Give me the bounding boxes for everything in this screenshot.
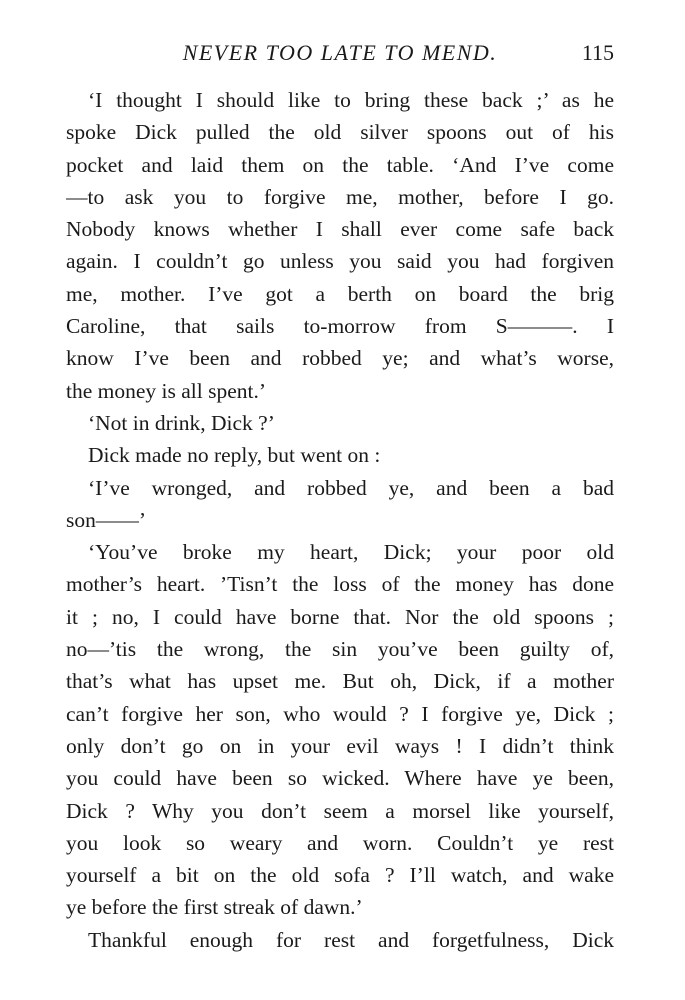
text-line: only don’t go on in your evil ways ! I didn’t think <box>66 733 614 758</box>
text-line: Nobody knows whether I shall ever come safe back <box>66 217 614 242</box>
text-line: that’s what has upset me. But oh, Dick, if a mother <box>66 669 614 694</box>
text-line: pocket and laid them on the table. ‘And I’ve come <box>66 152 614 177</box>
running-title: NEVER TOO LATE TO MEND. <box>182 40 498 65</box>
page-number: 115 <box>581 40 614 65</box>
page-header <box>66 36 614 70</box>
text-line: yourself a bit on the old sofa ? I’ll watch, and wake <box>66 863 614 888</box>
text-line: know I’ve been and robbed ye; and what’s worse, <box>66 346 614 371</box>
text-line: Dick ? Why you don’t seem a morsel like yourself, <box>66 798 614 823</box>
text-line: me, mother. I’ve got a berth on board the brig <box>66 281 614 306</box>
text-line: can’t forgive her son, who would ? I forgive ye, Dick ; <box>66 701 614 726</box>
text-line: ye before the first streak of dawn.’ <box>66 895 363 920</box>
text-line: you look so weary and worn. Couldn’t ye rest <box>66 830 614 855</box>
text-line: Caroline, that sails to-morrow from S———. I <box>66 314 614 339</box>
text-line: ‘You’ve broke my heart, Dick; your poor old <box>88 540 614 565</box>
text-line: Dick made no reply, but went on : <box>88 443 381 468</box>
text-line: mother’s heart. ’Tisn’t the loss of the money has done <box>66 572 614 597</box>
text-line: spoke Dick pulled the old silver spoons out of his <box>66 120 614 145</box>
text-line: you could have been so wicked. Where have ye been, <box>66 766 614 791</box>
text-line: ‘I thought I should like to bring these back ;’ as he <box>88 88 614 112</box>
text-line: no—’tis the wrong, the sin you’ve been guilty of, <box>66 637 614 662</box>
text-line: ‘I’ve wronged, and robbed ye, and been a bad <box>88 475 614 500</box>
text-line: the money is all spent.’ <box>66 378 267 403</box>
text-line: —to ask you to forgive me, mother, before I go. <box>66 184 614 209</box>
text-line: it ; no, I could have borne that. Nor the old spoons ; <box>66 604 614 629</box>
body-text <box>66 84 614 956</box>
text-line: again. I couldn’t go unless you said you had forgiven <box>66 249 614 274</box>
text-line: Thankful enough for rest and forgetfulness, Dick <box>88 927 614 952</box>
text-line: ‘Not in drink, Dick ?’ <box>88 410 275 435</box>
text-line: son——’ <box>66 507 147 532</box>
